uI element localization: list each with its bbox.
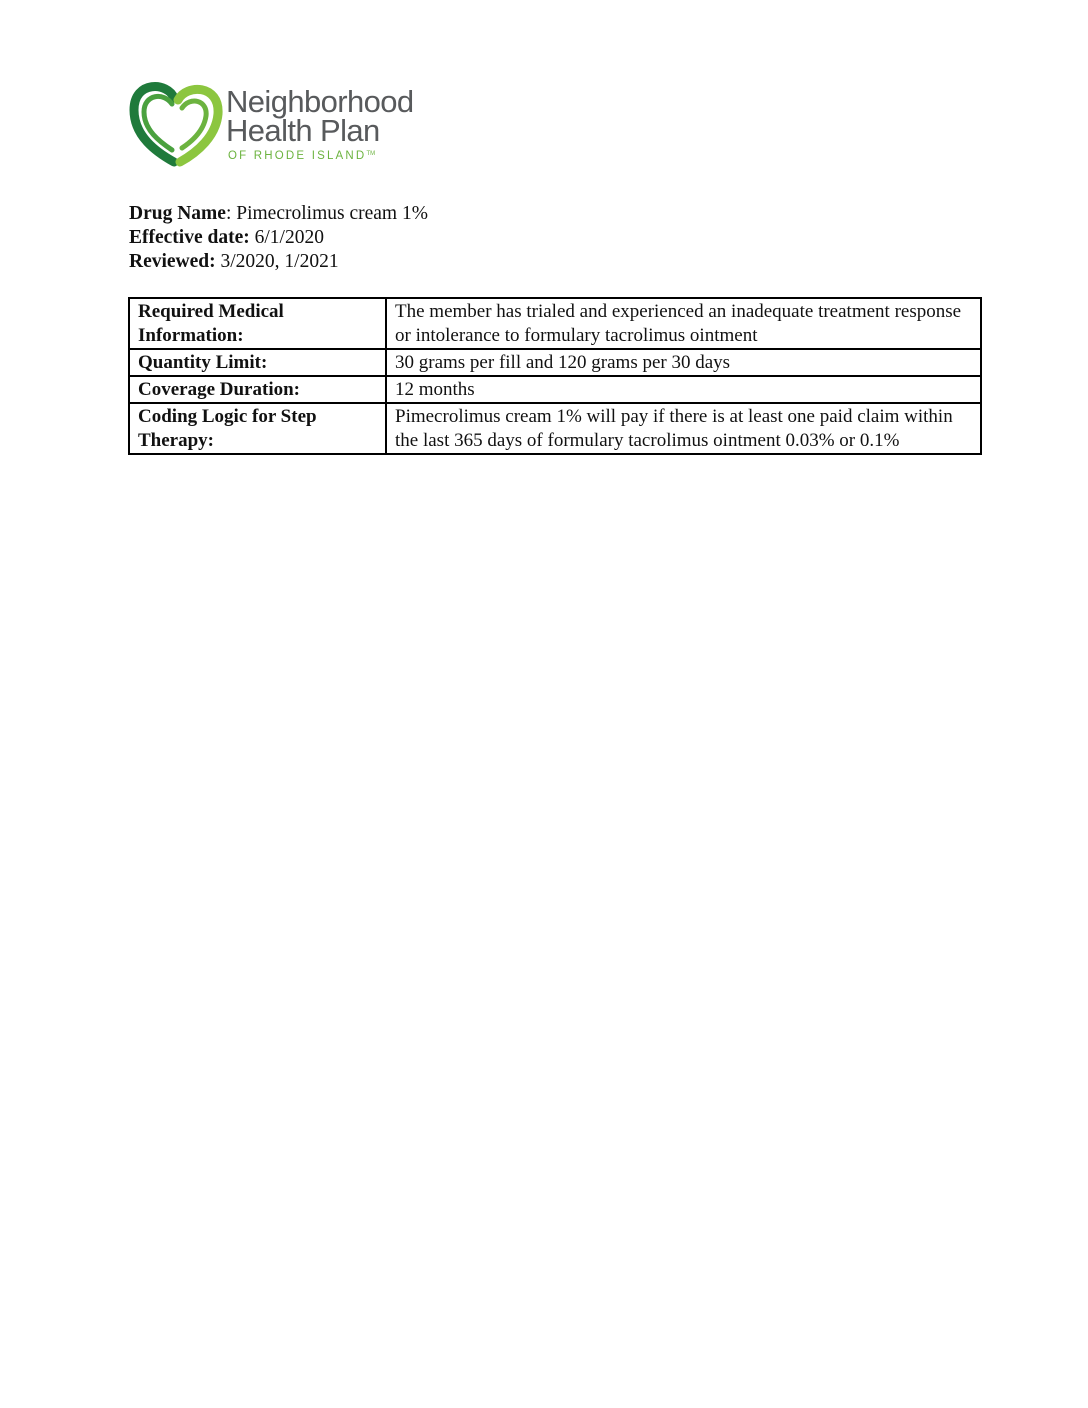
drug-header [129,202,428,274]
policy-criteria-table [128,297,982,455]
table-row [129,403,981,454]
reviewed-row [129,250,428,274]
reviewed-label: Reviewed: [129,251,216,272]
effective-date-row [129,226,428,250]
logo-text-line2: Health Plan [226,113,380,148]
required-medical-info-label: Required Medical Information: [129,298,386,349]
logo-subline [228,151,375,163]
coverage-duration-label: Coverage Duration: [129,376,386,403]
effective-date-label: Effective date: [129,227,250,248]
coding-logic-label: Coding Logic for Step Therapy: [129,403,386,454]
reviewed-value: 3/2020, 1/2021 [215,251,339,272]
coverage-duration-value: 12 months [386,376,981,403]
table-row [129,376,981,403]
table-row [129,298,981,349]
effective-date-value: 6/1/2020 [249,227,324,248]
coding-logic-value: Pimecrolimus cream 1% will pay if there is at least one paid claim within the last 365 days of formulary tacrolimus ointment 0.03% or 0.1% [386,403,981,454]
trademark-mark: TM [366,151,376,157]
drug-name-row [129,202,428,226]
logo-text-line1: Neighborhood [226,84,414,119]
drug-name-label: Drug Name [129,203,226,224]
heart-logo-icon [128,78,228,168]
logo-subline-text: OF RHODE ISLAND [228,150,367,162]
table-row [129,349,981,376]
drug-name-value: : Pimecrolimus cream 1% [225,203,428,224]
quantity-limit-value: 30 grams per fill and 120 grams per 30 days [386,349,981,376]
required-medical-info-value: The member has trialed and experienced an inadequate treatment response or intolerance to formulary tacrolimus ointment [386,298,981,349]
quantity-limit-label: Quantity Limit: [129,349,386,376]
organization-logo [128,78,438,168]
